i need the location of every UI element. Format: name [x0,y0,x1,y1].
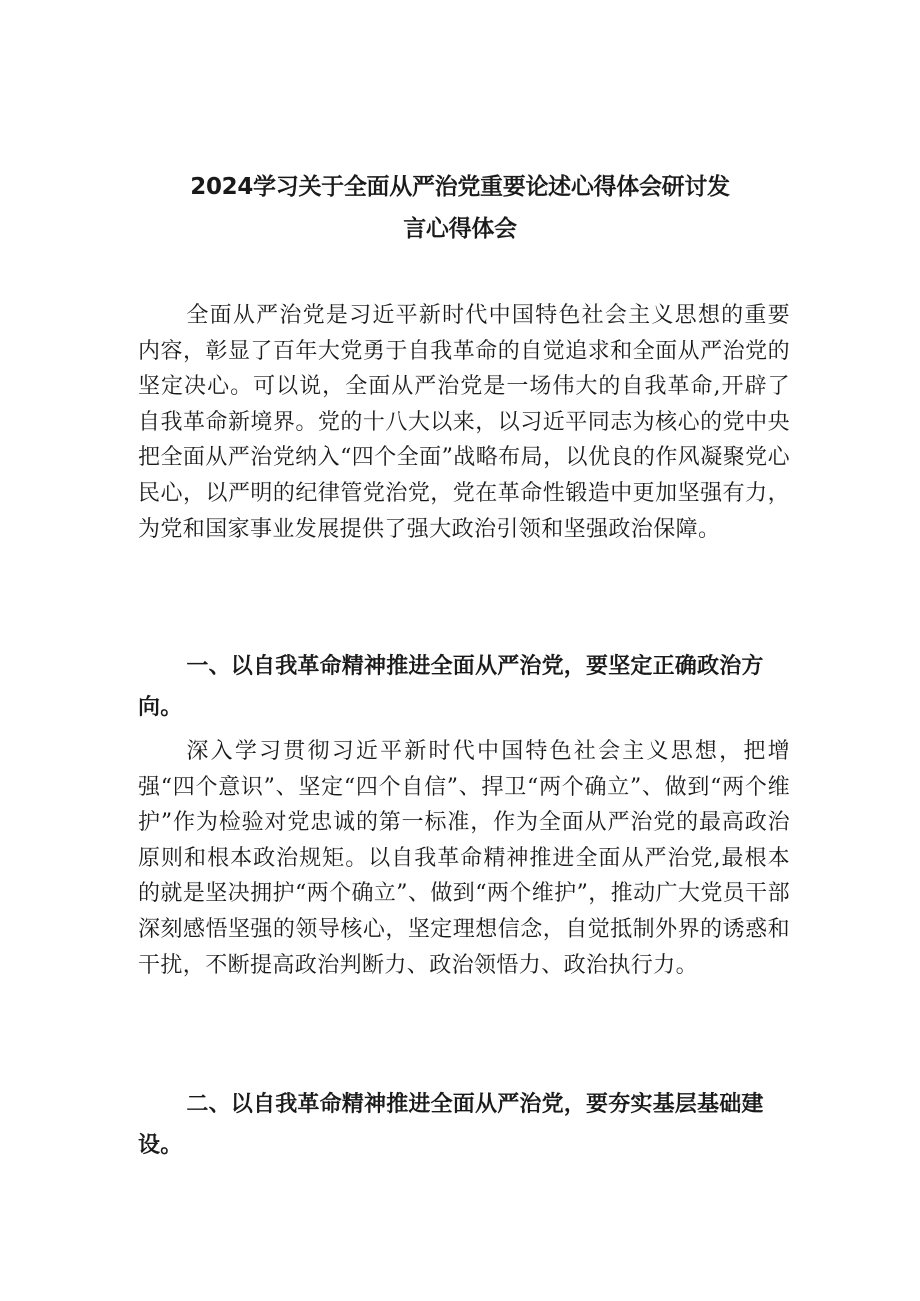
section-heading-1: 一、以自我革命精神推进全面从严治党，要坚定正确政治方向。 [138,654,764,720]
section-heading-2: 二、以自我革命精神推进全面从严治党，要夯实基层基础建设。 [138,1092,764,1158]
section-1-paragraph: 深入学习贯彻习近平新时代中国特色社会主义思想，把增强“四个意识”、坚定“四个自信”、捍卫“两个确立”、做到“两个维护”作为检验对党忠诚的第一标准，作为全面从严治党的最高政治原则和根本政治规矩。以自我革命精神推进全面从严治党,最根本的就是坚决拥护“两个确立”、做到“两个维护”，推动广大党员干部深刻感悟坚强的领导核心，坚定理想信念，自觉抵制外界的诱惑和干扰，不断提高政治判断力、政治领悟力、政治执行力。 [138,739,790,978]
intro-paragraph: 全面从严治党是习近平新时代中国特色社会主义思想的重要内容，彰显了百年大党勇于自我革命的自觉追求和全面从严治党的坚定决心。可以说，全面从严治党是一场伟大的自我革命,开辟了自我革命新境界。党的十八大以来，以习近平同志为核心的党中央把全面从严治党纳入“四个全面”战略布局，以优良的作风凝聚党心民心，以严明的纪律管党治党，党在革命性锻造中更加坚强有力，为党和国家事业发展提供了强大政治引领和坚强政治保障。 [138,303,790,542]
document-title-line-2: 言心得体会 [403,216,517,242]
document-title-line-1: 2024学习关于全面从严治党重要论述心得体会研讨发 [190,174,730,200]
